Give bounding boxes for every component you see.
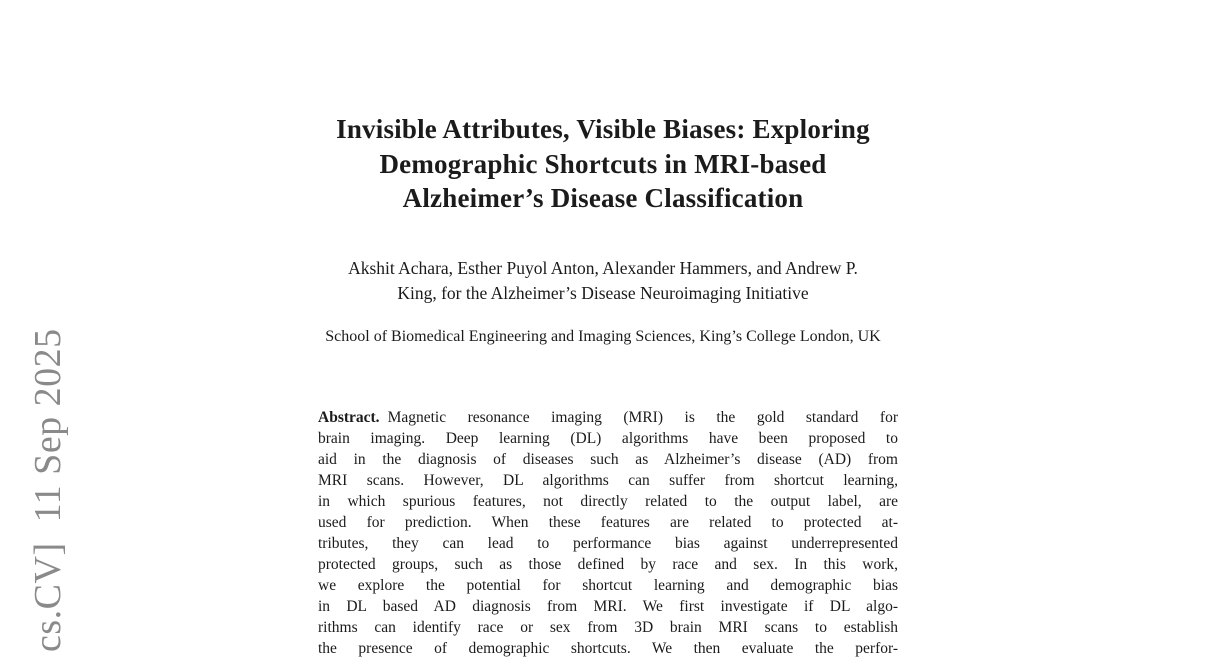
abstract-line: tributes, they can lead to performance bias against underrepresented <box>318 535 898 552</box>
authors-line-1: Akshit Achara, Esther Puyol Anton, Alexander Hammers, and Andrew P. <box>348 258 858 278</box>
authors-line-2: King, for the Alzheimer’s Disease Neuroimaging Initiative <box>397 283 809 303</box>
abstract-line: used for prediction. When these features are related to protected at- <box>318 514 898 531</box>
affiliation: School of Biomedical Engineering and Imaging Sciences, King’s College London, UK <box>325 328 881 345</box>
abstract-section <box>318 407 898 659</box>
abstract-line <box>318 407 898 428</box>
abstract-line: in DL based AD diagnosis from MRI. We first investigate if DL algo- <box>318 598 898 615</box>
abstract-line: in which spurious features, not directly related to the output label, are <box>318 493 898 510</box>
author-list <box>0 256 1206 306</box>
title-line-1: Invisible Attributes, Visible Biases: Exploring <box>336 114 870 144</box>
abstract-line: we explore the potential for shortcut learning and demographic bias <box>318 577 898 594</box>
title-line-3: Alzheimer’s Disease Classification <box>402 183 804 213</box>
abstract-line: aid in the diagnosis of diseases such as Alzheimer’s disease (AD) from <box>318 451 898 468</box>
abstract-label: Abstract. <box>318 409 380 426</box>
title-line-2: Demographic Shortcuts in MRI-based <box>379 148 827 179</box>
abstract-line: MRI scans. However, DL algorithms can suffer from shortcut learning, <box>318 472 898 489</box>
paper-title <box>0 112 1206 216</box>
arxiv-watermark: cs.CV] 11 Sep 2025 <box>27 328 69 652</box>
abstract-line: protected groups, such as those defined by race and sex. In this work, <box>318 556 898 573</box>
abstract-line: rithms can identify race or sex from 3D brain MRI scans to establish <box>318 619 898 636</box>
abstract-line-partial: the presence of demographic shortcuts. We then evaluate the perfor- <box>318 640 898 657</box>
abstract-line: brain imaging. Deep learning (DL) algorithms have been proposed to <box>318 430 898 447</box>
abstract-text: Magnetic resonance imaging (MRI) is the gold standard for <box>387 409 898 426</box>
